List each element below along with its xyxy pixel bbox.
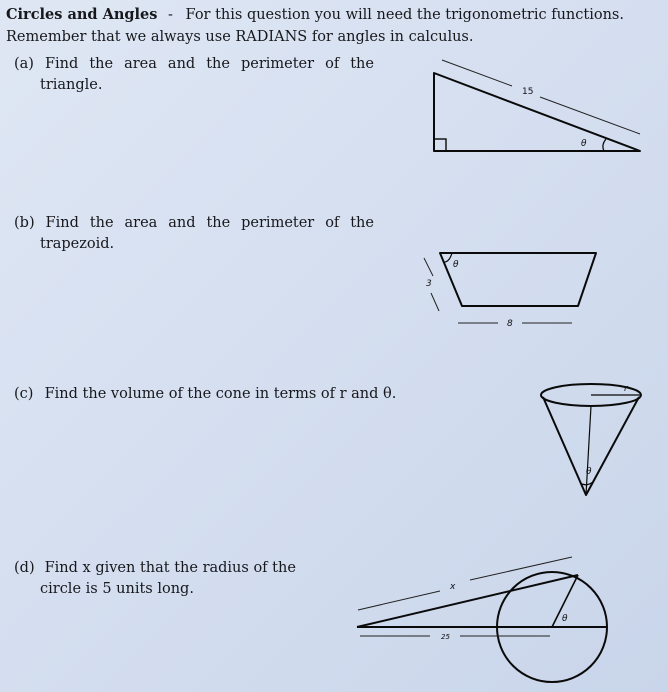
- title-separator: -: [168, 7, 173, 23]
- question-d-line-1-text: Find x given that the radius of the: [44, 560, 296, 576]
- question-c-label: (c): [14, 386, 34, 402]
- word: the: [89, 215, 114, 231]
- header-line-2: Remember that we always use RADIANS for angles in calculus.: [6, 29, 474, 45]
- x-dimension-line: [470, 557, 572, 580]
- question-b-line-2: trapezoid.: [40, 236, 115, 252]
- word: of: [325, 56, 340, 72]
- word: the: [350, 56, 374, 72]
- word: area: [124, 56, 157, 72]
- word: of: [325, 215, 340, 231]
- cone-angle-label: θ: [586, 467, 592, 477]
- word: and: [168, 215, 196, 231]
- trapezoid-angle-label: θ: [453, 260, 459, 270]
- question-a-label: (a): [14, 56, 34, 72]
- word: perimeter: [240, 56, 315, 72]
- tangent-line: [357, 575, 578, 627]
- word: the: [350, 215, 374, 231]
- question-d-label: (d): [14, 560, 35, 576]
- word: Find: [45, 215, 79, 231]
- trapezoid-base-label: 8: [507, 319, 513, 329]
- header-instruction: For this question you will need the trigonometric functions.: [185, 7, 624, 23]
- triangle-angle-label: θ: [581, 139, 587, 149]
- x-dimension-line: [358, 591, 440, 610]
- trapezoid-side-label: 3: [426, 279, 432, 289]
- word: and: [167, 56, 196, 72]
- question-b-label: (b): [14, 215, 35, 231]
- question-c-text: Find the volume of the cone in terms of r and θ.: [44, 386, 397, 402]
- word: area: [124, 215, 158, 231]
- hypotenuse-label: 15: [522, 87, 534, 97]
- word: the: [89, 56, 114, 72]
- section-title: Circles and Angles: [6, 6, 158, 23]
- word: perimeter: [241, 215, 315, 231]
- circle-angle-label: θ: [562, 614, 568, 624]
- cone-radius-label: r: [624, 384, 628, 394]
- word: Find: [44, 56, 79, 72]
- question-d-line-2: circle is 5 units long.: [40, 581, 194, 597]
- word: the: [206, 215, 231, 231]
- circle-base-label: 25: [441, 633, 450, 641]
- question-a-line-2: triangle.: [40, 77, 103, 93]
- x-label: x: [450, 582, 456, 592]
- word: the: [206, 56, 230, 72]
